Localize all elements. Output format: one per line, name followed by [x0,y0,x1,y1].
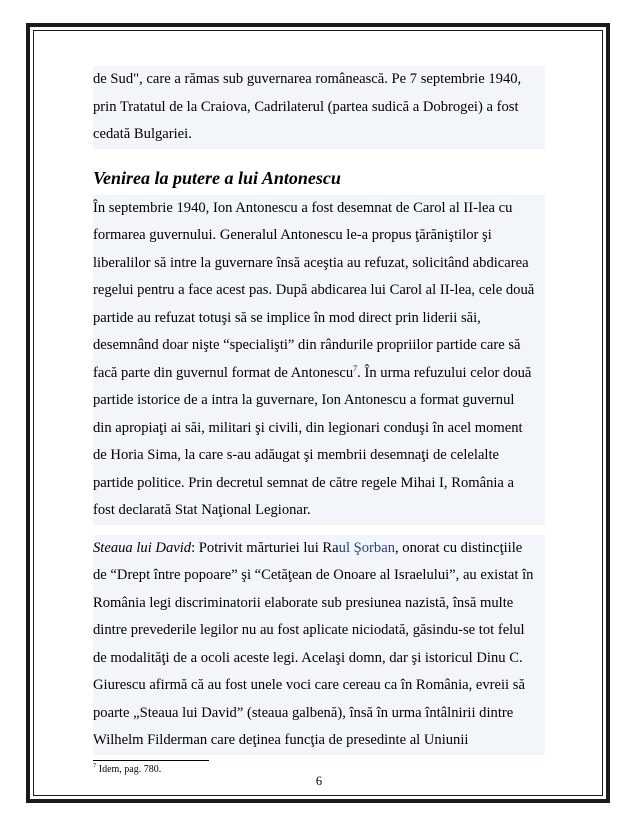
text-line [93,360,545,388]
text-line: Giurescu afirmă că au fost unele voci care cereau ca în România, evreii să [93,677,525,693]
footnote-number: 7 [93,762,97,770]
text-line [93,535,545,563]
text-line: România legi discriminatorii elaborate sub presiunea nazistă, însă multe [93,594,514,611]
text-line: dintre prevederile legilor nu au fost aplicate niciodată, găsindu-se tot felul [93,622,525,638]
text-line: partide politice. Prin decretul semnat de către regele Mihai I, România a [93,474,515,491]
paragraph-1 [93,66,545,149]
person-link[interactable]: ul Şorban [338,539,395,556]
footnote-separator [93,760,209,761]
text-segment: facă parte din guvernul format de Antonescu [93,364,354,381]
paragraph-spacer [93,525,545,535]
section-heading: Venirea la putere a lui Antonescu [93,167,341,188]
text-line: prin Tratatul de la Craiova, Cadrilaterul (partea sudică a Dobrogei) a fost [93,98,519,115]
text-line: liberalilor să intre la guvernare însă aceştia au refuzat, solicitând abdicarea [93,254,529,271]
paragraph-3 [93,535,545,755]
text-line: Wilhelm Filderman care deţinea funcţia de presedinte al Uniunii [93,732,469,748]
text-segment: . În urma refuzului celor două [357,364,532,381]
page-body [93,66,545,755]
page-number: 6 [315,774,323,788]
text-line: formarea guvernului. Generalul Antonescu le-a propus ţărăniştilor şi [93,227,492,243]
footnote-text: Idem, pag. 780. [96,764,162,775]
text-line: regelui pentru a face acest pas. După abdicarea lui Carol al II-lea, cele două [93,282,535,298]
text-line: din apropiaţi ai săi, militari şi civili, din legionari conduşi în acel moment [93,419,523,436]
text-line: poarte „Steaua lui David” (steaua galbenă), însă în urma întâlnirii dintre [93,704,514,721]
text-line: desemnând doar nişte “specialişti” din rândurile propriilor partide care să [93,337,521,353]
footnote-reference[interactable]: 7 [353,363,358,373]
text-line: de Horia Sima, la care s-au adăugat şi membrii desemnaţi de celelalte [93,447,500,463]
text-line: partide istorice de a intra la guvernare, Ion Antonescu a format guvernul [93,392,515,408]
text-line: În septembrie 1940, Ion Antonescu a fost desemnat de Carol al II-lea cu [93,199,513,216]
paragraph-2 [93,195,545,525]
inline-title: Steaua lui David [93,539,192,556]
text-line: de modalităţi de a ocoli aceste legi. Acelaşi domn, dar şi istoricul Dinu C. [93,649,523,666]
text-segment: , onorat cu distincţiile [395,539,523,556]
text-line: fost declarată Stat Naţional Legionar. [93,502,311,518]
text-line: de Sud", care a rămas sub guvernarea românească. Pe 7 septembrie 1940, [93,71,522,87]
text-line: de “Drept între popoare” şi “Cetăţean de Onoare al Israelului”, au existat în [93,567,534,583]
text-line: cedată Bulgariei. [93,126,192,142]
text-segment: : Potrivit mărturiei lui Ra [191,539,339,556]
text-line: partide au refuzat totuşi să se implice în mod direct prin liderii săi, [93,309,481,326]
